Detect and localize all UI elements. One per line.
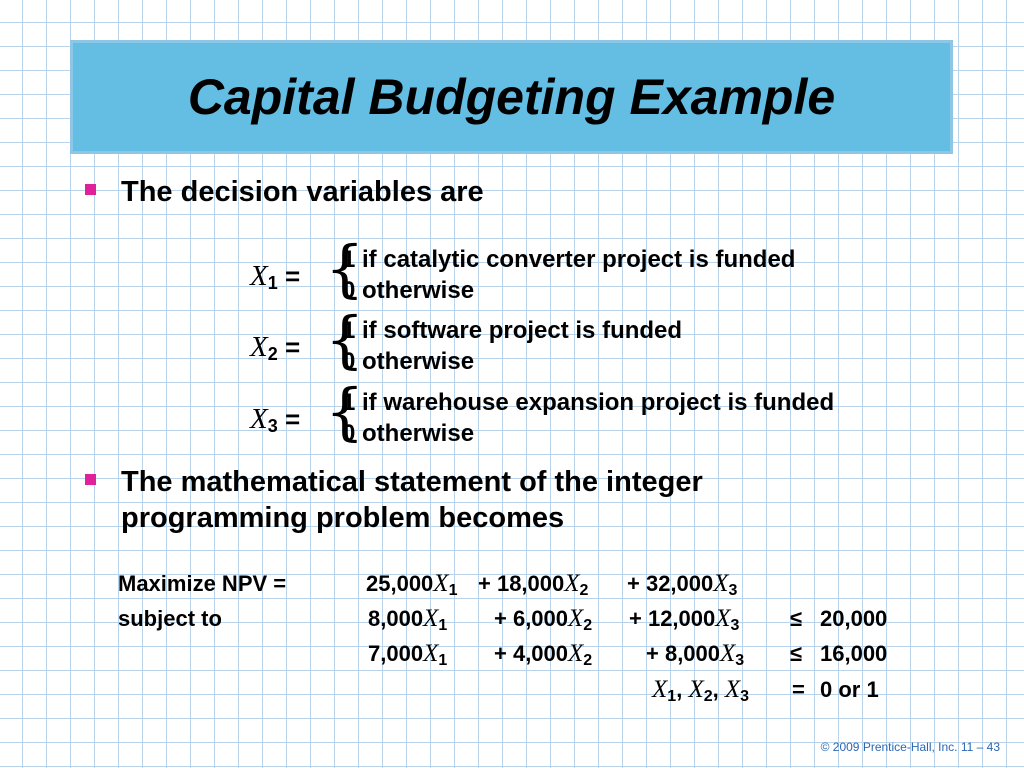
objective-term-x3: + $32,000X_3$ (627, 570, 738, 599)
objective-term-x1: $25,000X_1$ (366, 570, 458, 599)
constraint1-term-x3: + $12,000X_3$ (629, 605, 740, 634)
constraint2-term-x2: + $4,000X_2$ (494, 640, 593, 669)
binary-rhs: 0 or 1 (820, 677, 879, 702)
left-brace-icon: { (325, 375, 365, 448)
constraint-label: subject to (118, 606, 222, 631)
bullet-square-icon (85, 474, 96, 485)
constraint1-term-x2: + $6,000X_2$ (494, 605, 593, 634)
variable-options: 1 if catalytic converter project is funded 0 otherwise (342, 246, 796, 304)
variable-options: 1 if software project is funded 0 otherwise (342, 317, 683, 375)
constraint2-operator: ≤ (790, 641, 803, 666)
variable-options: 1 if warehouse expansion project is funded 0 otherwise (342, 389, 835, 447)
bullet-mathematical-statement (85, 464, 821, 536)
left-brace-icon: { (325, 303, 365, 376)
objective-term-x2: + $18,000X_2$ (478, 570, 589, 599)
constraint1-operator: ≤ (790, 606, 803, 631)
title-banner (70, 40, 953, 154)
slide-footer: © 2009 Prentice-Hall, Inc. 11 – 43 (820, 740, 1000, 754)
bullet-square-icon (85, 184, 96, 195)
bullet-decision-variables (85, 174, 484, 210)
binary-variables: $X_1$, $X_2$, $X_3$ (652, 676, 750, 705)
variable-lhs: $X_1$ = (250, 260, 301, 293)
constraint1-term-x1: $8,000X_1$ (368, 605, 448, 634)
binary-equals: = (792, 677, 805, 702)
bullet-text: The decision variables are (121, 176, 484, 208)
left-brace-icon: { (325, 232, 365, 305)
constraint1-rhs: 20,000 (820, 606, 888, 631)
constraint2-rhs: 16,000 (820, 641, 888, 666)
variable-lhs: $X_2$ = (250, 331, 301, 364)
slide-title: Capital Budgeting Example (187, 69, 836, 125)
bullet-text: The mathematical statement of the integer programming problem becomes (121, 466, 703, 534)
constraint2-term-x3: + $8,000X_3$ (646, 640, 745, 669)
constraint2-term-x1: $7,000X_1$ (368, 640, 448, 669)
objective-label: Maximize NPV = (118, 571, 287, 596)
variable-lhs: $X_3$ = (250, 403, 301, 436)
